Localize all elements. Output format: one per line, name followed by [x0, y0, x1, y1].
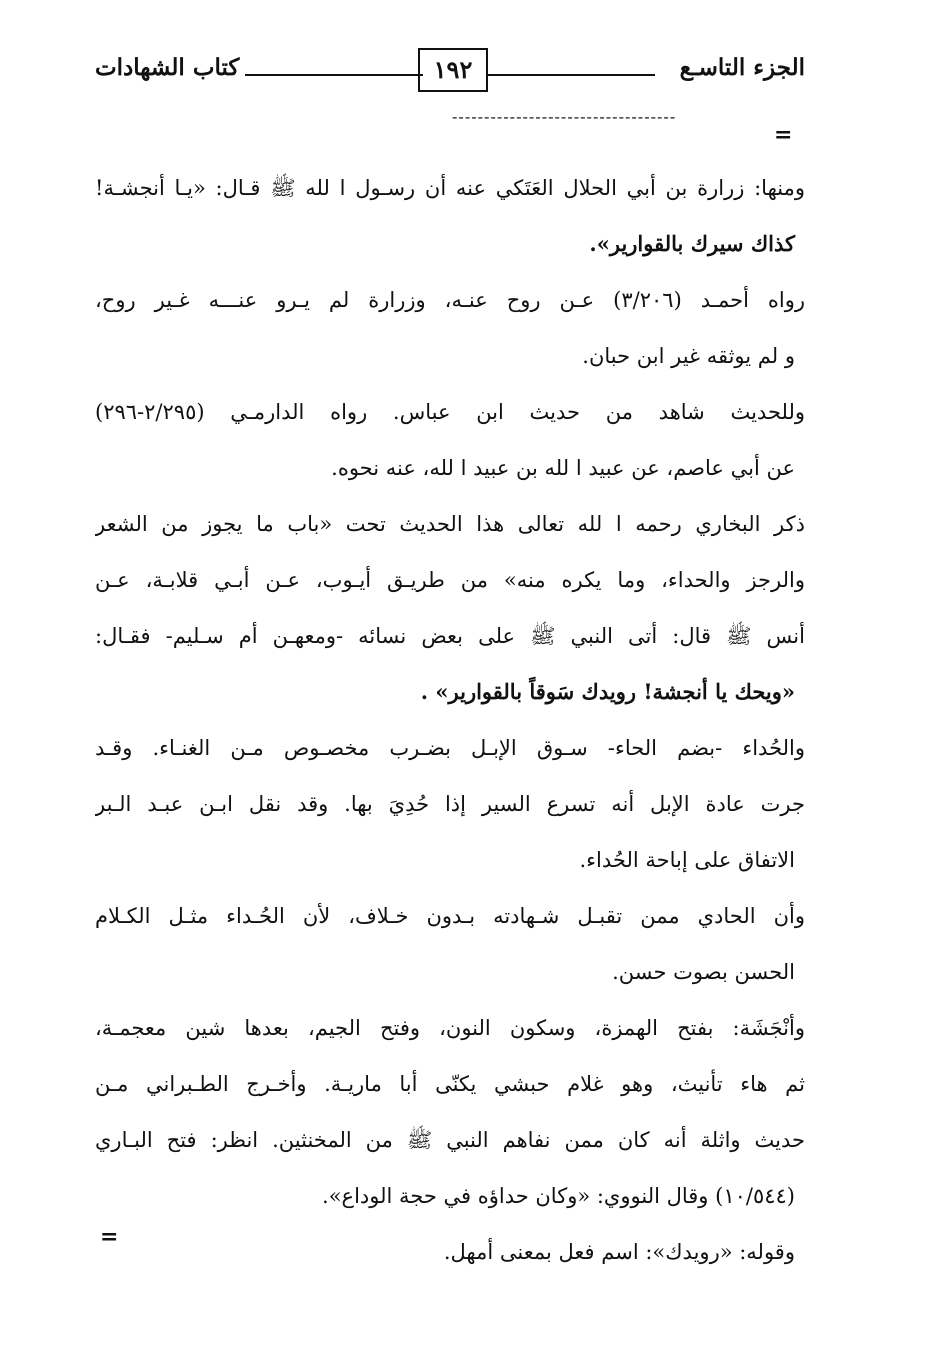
page-header [95, 48, 805, 96]
text-line-1: ومنها: زرارة بن أبي الحلال العَتَكي عنه أن رسـول ا لله ﷺ قـال: «يـا أنجشـة! [95, 176, 805, 200]
text-line-2: كذاك سيرك بالقوارير». [589, 231, 795, 256]
text-line-4: و لم يوثقه غير ابن حبان. [582, 344, 795, 368]
continuation-mark-bottom: = [100, 1224, 119, 1250]
volume-title: الجزء التاسـع [679, 54, 805, 81]
text-line-7: ذكر البخاري رحمه ا لله تعالى هذا الحديث تحت «باب ما يجوز من الشعر [95, 512, 805, 536]
text-line-19: (١٠/٥٤٤) وقال النووي: «وكان حداؤه في حجة الوداع». [322, 1184, 795, 1208]
text-line-6: عن أبي عاصم، عن عبيد ا لله بن عبيد ا لله، عنه نحوه. [331, 456, 795, 480]
text-line-17: ثم هاء تأنيث، وهو غلام حبشي يكنّى أبا ماريـة. وأخـرج الطـبراني مـن [95, 1072, 805, 1096]
header-rule-right [470, 74, 655, 76]
book-title: كتاب الشهادات [95, 54, 240, 81]
text-line-20: وقوله: «رويدك»: اسم فعل بمعنى أمهل. [443, 1240, 795, 1264]
continuation-mark-top: = [774, 122, 793, 148]
header-dashed-separator: ----------------------------------- [452, 112, 677, 122]
header-rule-left [245, 74, 423, 76]
page-number-box: ١٩٢ [418, 48, 488, 92]
text-line-9: أنس ﷺ قال: أتى النبي ﷺ على بعض نسائه -ومعهـن أم سـليم- فقـال: [95, 624, 805, 648]
text-line-10: «ويحك يا أنجشة! رويدك سَوقاً بالقوارير» . [420, 679, 795, 704]
text-line-13: الاتفاق على إباحة الحُداء. [579, 848, 795, 872]
body-text [95, 160, 805, 1280]
text-line-16: وأنْجَشَة: بفتح الهمزة، وسكون النون، وفتح الجيم، بعدها شين معجمـة، [95, 1016, 805, 1040]
text-line-5: وللحديث شاهد من حديث ابن عباس. رواه الدارمـي (٢/٢٩٥-٢٩٦) [95, 400, 805, 424]
text-line-15: الحسن بصوت حسن. [612, 960, 795, 984]
text-line-12: جرت عادة الإبل أنه تسرع السير إذا حُدِيَ بها. وقد نقل ابـن عبـد الـبر [95, 792, 805, 816]
text-line-3: رواه أحمـد (٣/٢٠٦) عـن روح عنـه، وزرارة لم يـرو عنـــه غـير روح، [95, 288, 805, 312]
text-line-8: والرجز والحداء، وما يكره منه» من طريـق أيـوب، عـن أبـي قلابـة، عـن [95, 568, 805, 592]
text-line-14: وأن الحادي ممن تقبـل شـهادته بـدون خـلاف، لأن الحُـداء مثـل الكـلام [95, 904, 805, 928]
text-line-18: حديث واثلة أنه كان ممن نفاهم النبي ﷺ من المخنثين. انظر: فتح البـاري [95, 1128, 805, 1152]
text-line-11: والحُداء -بضم الحاء- سـوق الإبـل بضـرب مخصـوص مـن الغنـاء. وقـد [95, 736, 805, 760]
